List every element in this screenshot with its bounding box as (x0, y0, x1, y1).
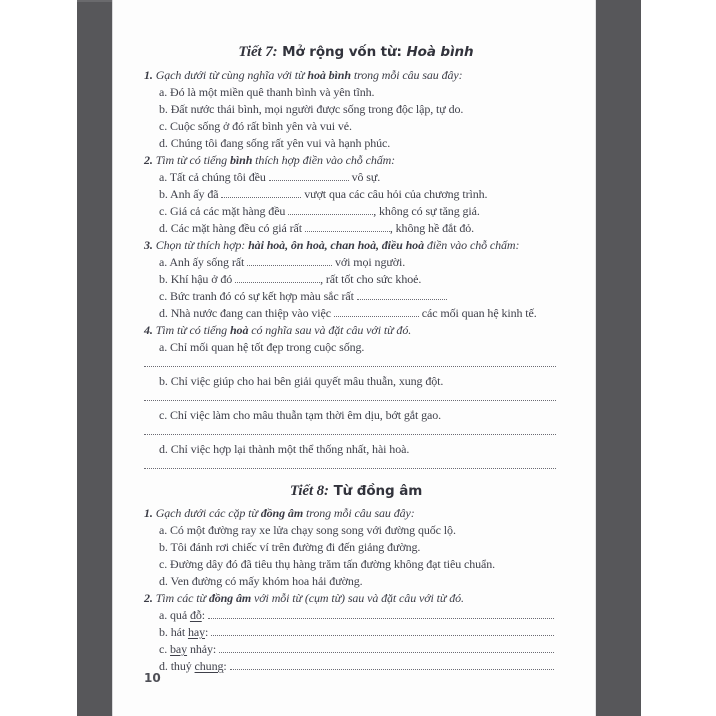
text-segment: các mối quan hệ kinh tế. (418, 306, 537, 320)
keyword-bold: hài hoà, ôn hoà, chan hoà, điều hoà (248, 238, 424, 252)
keyword-bold: hoà bình (307, 68, 351, 82)
text-segment: thích hợp điền vào chỗ chấm: (252, 153, 396, 167)
keyword-bold: 2. (144, 153, 156, 167)
dotted-fill (230, 659, 554, 670)
exercise-item-line (144, 658, 568, 675)
text-segment: , rất tốt cho sức khoẻ. (320, 272, 422, 286)
answer-dotted-line (144, 390, 568, 407)
question-line (144, 152, 568, 169)
text-segment: b. Khí hậu ở đó (159, 272, 236, 286)
text-segment: : (205, 625, 212, 639)
text-segment: d. Ven đường có mấy khóm hoa hải đường. (159, 574, 363, 588)
exercise-item-line (144, 607, 568, 624)
lesson-label: Tiết 8: (289, 483, 329, 499)
answer-dotted-line (144, 424, 568, 441)
text-segment: b. Đất nước thái bình, mọi người được sống trong độc lập, tự do. (159, 102, 464, 116)
exercise-item-line (144, 220, 568, 237)
section-title (144, 42, 568, 62)
text-segment: d. Chỉ việc hợp lại thành một thể thống nhất, hài hoà. (159, 442, 410, 456)
text-segment: b. Chỉ việc giúp cho hai bên giải quyết mâu thuẫn, xung đột. (159, 374, 444, 388)
text-segment: : (201, 608, 208, 622)
question-line (144, 237, 568, 254)
book-page (112, 0, 596, 716)
dotted-fill (211, 625, 554, 636)
text-segment: Tìm từ có tiếng (155, 153, 230, 167)
question-line (144, 322, 568, 339)
answer-dotted-line (144, 458, 568, 475)
keyword-bold: hoà (229, 323, 249, 337)
text-segment: với mỗi từ (cụm từ) sau và đặt câu với từ đó. (251, 591, 464, 605)
exercise-item-line (144, 624, 568, 641)
keyword-bold: bình (229, 153, 253, 167)
exercise-item-line (144, 441, 568, 458)
dotted-blank (247, 255, 332, 266)
exercise-item-line (144, 641, 568, 658)
text-segment: c. (159, 642, 171, 656)
keyword-bold: đồng âm (208, 591, 252, 605)
lesson-label: Tiết 7: (238, 44, 278, 60)
dotted-blank (235, 272, 320, 283)
exercise-item-line (144, 522, 568, 539)
text-segment: a. quả (159, 608, 190, 622)
text-segment: a. Anh ấy sống rất (159, 255, 248, 269)
text-segment: , không hề đắt đỏ. (389, 221, 475, 235)
dotted-blank (269, 170, 349, 181)
text-segment: c. Bức tranh đó có sự kết hợp màu sắc rất (159, 289, 357, 303)
text-segment: Tìm từ có tiếng (155, 323, 230, 337)
photo-right-backdrop (596, 0, 641, 716)
exercise-item-line (144, 573, 568, 590)
text-segment: d. Các mặt hàng đều có giá rất (159, 221, 305, 235)
dotted-blank (305, 221, 390, 232)
text-segment: c. Giá cả các mặt hàng đều (159, 204, 289, 218)
text-segment: trong mỗi câu sau đây: (303, 506, 415, 520)
text-segment: a. Tất cả chúng tôi đều (159, 170, 269, 184)
photo-left-backdrop (77, 0, 112, 716)
keyword-bold: 2. (144, 591, 156, 605)
dotted-fill (144, 390, 556, 401)
question-line (144, 590, 568, 607)
keyword-bold: 3. (144, 238, 156, 252)
photo-left-margin (0, 0, 77, 716)
dotted-fill (219, 642, 554, 653)
text-segment: b. Anh ấy đã (159, 187, 222, 201)
text-segment: có nghĩa sau và đặt câu với từ đó. (248, 323, 412, 337)
text-segment: c. Chỉ việc làm cho mâu thuẫn tạm thời êm dịu, bớt gắt gao. (159, 408, 442, 422)
text-segment: a. Có một đường ray xe lửa chạy song song với đường quốc lộ. (159, 523, 456, 537)
text-segment: vượt qua các câu hỏi của chương trình. (301, 187, 488, 201)
exercise-item-line (144, 556, 568, 573)
section-topic: Hoà bình (406, 44, 474, 60)
question-line (144, 505, 568, 522)
keyword-bold: 1. (144, 506, 156, 520)
text-segment: c. Cuộc sống ở đó rất bình yên và vui vẻ. (159, 119, 352, 133)
text-segment: Chọn từ thích hợp: (155, 238, 249, 252)
exercise-item-line (144, 305, 568, 322)
text-segment: b. hát (159, 625, 188, 639)
text-segment: điền vào chỗ chấm: (423, 238, 520, 252)
dotted-fill (144, 424, 556, 435)
text-segment: a. Đó là một miền quê thanh bình và yên tĩnh. (159, 85, 375, 99)
underlined-word: hay (187, 625, 205, 639)
page-number: 10 (144, 671, 161, 685)
text-segment: d. Nhà nước đang can thiệp vào việc (159, 306, 334, 320)
text-segment: b. Tôi đánh rơi chiếc ví trên đường đi đến giảng đường. (159, 540, 421, 554)
dotted-blank (334, 306, 419, 317)
exercise-item-line (144, 118, 568, 135)
photo-right-margin (641, 0, 716, 716)
exercise-item-line (144, 101, 568, 118)
text-segment: nhảy: (187, 642, 220, 656)
text-segment: Gạch dưới từ cùng nghĩa với từ (155, 68, 308, 82)
keyword-bold: đồng âm (260, 506, 304, 520)
exercise-item-line (144, 339, 568, 356)
text-segment: , không có sự tăng giá. (373, 204, 480, 218)
text-segment: : (223, 659, 230, 673)
underlined-word: chung (194, 659, 224, 673)
exercise-item-line (144, 539, 568, 556)
exercise-item-line (144, 186, 568, 203)
dotted-blank (288, 204, 373, 215)
text-segment: với mọi người. (332, 255, 406, 269)
exercise-item-line (144, 254, 568, 271)
question-line (144, 67, 568, 84)
lesson-section (144, 42, 568, 475)
text-segment: c. Đường dây đó đã tiêu thụ hàng trăm tấn đường không đạt tiêu chuẩn. (159, 557, 496, 571)
page-content (144, 0, 568, 675)
exercise-item-line (144, 84, 568, 101)
dotted-fill (144, 458, 556, 469)
text-segment: vô sự. (348, 170, 381, 184)
text-segment: a. Chỉ mối quan hệ tốt đẹp trong cuộc sống. (159, 340, 365, 354)
dotted-blank (221, 187, 301, 198)
dotted-fill (208, 608, 554, 619)
underlined-word: đỗ (189, 608, 202, 622)
exercise-item-line (144, 135, 568, 152)
keyword-bold: 4. (144, 323, 156, 337)
section-title-text: Từ đồng âm (328, 483, 423, 499)
answer-dotted-line (144, 356, 568, 373)
text-segment: Gạch dưới các cặp từ (155, 506, 261, 520)
keyword-bold: 1. (144, 68, 156, 82)
exercise-item-line (144, 373, 568, 390)
exercise-item-line (144, 203, 568, 220)
text-segment: d. thuỷ (159, 659, 195, 673)
text-segment: d. Chúng tôi đang sống rất yên vui và hạnh phúc. (159, 136, 391, 150)
exercise-item-line (144, 271, 568, 288)
text-segment: Tìm các từ (155, 591, 209, 605)
exercise-item-line (144, 288, 568, 305)
underlined-word: bay (170, 642, 188, 656)
lesson-section (144, 481, 568, 675)
dotted-blank (357, 289, 447, 300)
exercise-item-line (144, 169, 568, 186)
exercise-item-line (144, 407, 568, 424)
section-title-text: Mở rộng vốn từ: (277, 44, 407, 60)
dotted-fill (144, 356, 556, 367)
text-segment: trong mỗi câu sau đây: (350, 68, 463, 82)
section-title (144, 481, 568, 501)
